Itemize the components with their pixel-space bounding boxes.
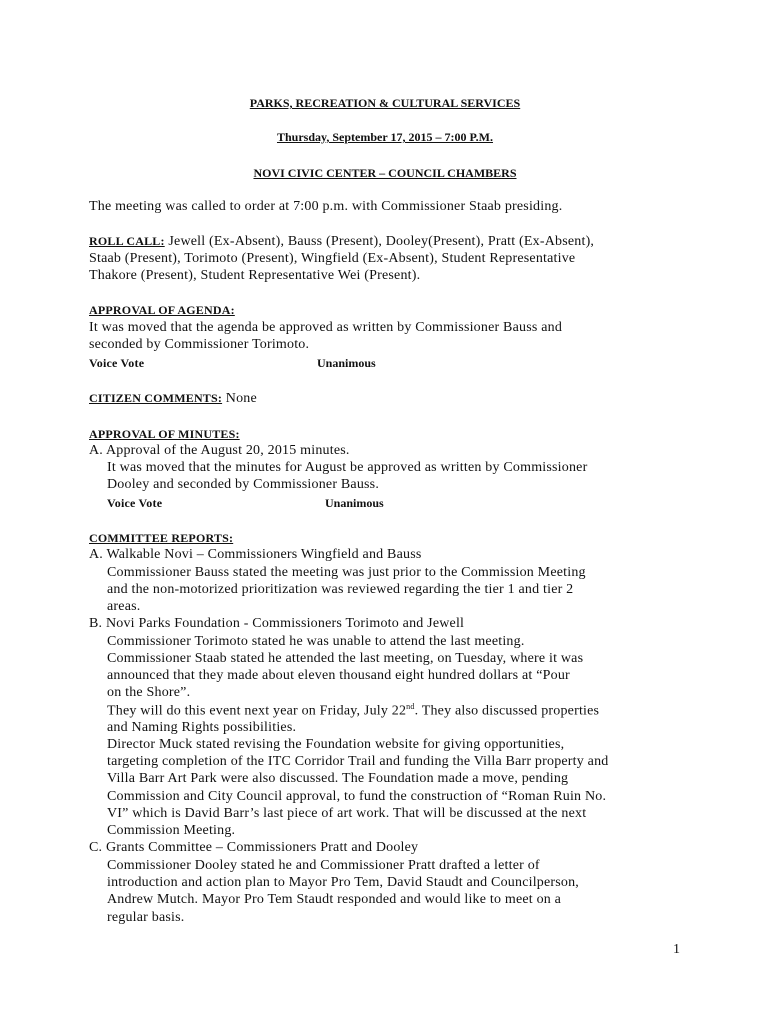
committee-b-line-9: Villa Barr Art Park were also discussed. The Foundation made a move, pending xyxy=(107,771,569,786)
minutes-vote-result: Unanimous xyxy=(325,496,384,510)
committee-c-line-1: Commissioner Dooley stated he and Commissioner Pratt drafted a letter of xyxy=(107,858,540,873)
committee-b-line-12: Commission Meeting. xyxy=(107,823,236,838)
citizen-comments xyxy=(89,391,257,407)
committee-b-line-7: Director Muck stated revising the Foundation website for giving opportunities, xyxy=(107,737,565,752)
committee-c-line-3: Andrew Mutch. Mayor Pro Tem Staudt responded and would like to meet on a xyxy=(107,892,562,907)
committee-b-line-4: on the Shore”. xyxy=(107,685,191,700)
minutes-item-a: A. Approval of the August 20, 2015 minutes. xyxy=(89,443,350,458)
citizen-text: None xyxy=(222,391,257,406)
citizen-heading: CITIZEN COMMENTS: xyxy=(89,391,223,405)
committee-a-line-1: Commissioner Bauss stated the meeting was just prior to the Commission Meeting xyxy=(107,565,586,580)
committee-c-line-2: introduction and action plan to Mayor Pro Tem, David Staudt and Councilperson, xyxy=(107,875,580,890)
agenda-vote-result: Unanimous xyxy=(317,356,376,370)
committee-b-line-11: VI” which is David Barr’s last piece of art work. That will be discussed at the next xyxy=(107,806,587,821)
page-number: 1 xyxy=(673,942,680,957)
committee-b-line-8: targeting completion of the ITC Corridor Trail and funding the Villa Barr property and xyxy=(107,754,609,769)
agenda-line-1: It was moved that the agenda be approved as written by Commissioner Bauss and xyxy=(89,320,563,335)
committee-b-line-10: Commission and City Council approval, to fund the construction of “Roman Ruin No. xyxy=(107,789,607,804)
committee-c-line-4: regular basis. xyxy=(107,910,185,925)
committee-b-line-5-end: . They also discussed properties xyxy=(414,703,600,719)
header-department: PARKS, RECREATION & CULTURAL SERVICES xyxy=(249,96,521,110)
committee-a-line-3: areas. xyxy=(107,599,141,614)
roll-call-line-1 xyxy=(89,234,594,250)
opening-paragraph: The meeting was called to order at 7:00 p.m. with Commissioner Staab presiding. xyxy=(89,199,563,214)
header-location: NOVI CIVIC CENTER – COUNCIL CHAMBERS xyxy=(253,166,517,180)
minutes-line-1: It was moved that the minutes for August be approved as written by Commissioner xyxy=(107,460,588,475)
committee-b-line-1: Commissioner Torimoto stated he was unable to attend the last meeting. xyxy=(107,634,525,649)
roll-call-text-1: Jewell (Ex-Absent), Bauss (Present), Dooley(Present), Pratt (Ex-Absent), xyxy=(164,234,595,249)
minutes-heading: APPROVAL OF MINUTES: xyxy=(89,427,240,441)
committee-b-line-5-start: They will do this event next year on Friday, July 22 xyxy=(107,703,407,719)
committee-a-line-2: and the non-motorized prioritization was reviewed regarding the tier 1 and tier 2 xyxy=(107,582,574,597)
committee-b-line-6: and Naming Rights possibilities. xyxy=(107,720,297,735)
agenda-heading: APPROVAL OF AGENDA: xyxy=(89,303,235,317)
minutes-vote-label: Voice Vote xyxy=(107,496,163,510)
agenda-vote-label: Voice Vote xyxy=(89,356,145,370)
header-date: Thursday, September 17, 2015 – 7:00 P.M. xyxy=(276,130,493,144)
roll-call-line-3: Thakore (Present), Student Representative Wei (Present). xyxy=(89,268,421,283)
agenda-line-2: seconded by Commissioner Torimoto. xyxy=(89,337,310,352)
committee-b-line-3: announced that they made about eleven thousand eight hundred dollars at “Pour xyxy=(107,668,570,683)
committee-b-line-2: Commissioner Staab stated he attended the last meeting, on Tuesday, where it was xyxy=(107,651,584,666)
committee-c-title: C. Grants Committee – Commissioners Pratt and Dooley xyxy=(89,840,419,855)
roll-call-heading: ROLL CALL: xyxy=(89,234,165,248)
roll-call-line-2: Staab (Present), Torimoto (Present), Wingfield (Ex-Absent), Student Representative xyxy=(89,251,576,266)
committee-a-title: A. Walkable Novi – Commissioners Wingfield and Bauss xyxy=(89,547,422,562)
minutes-line-2: Dooley and seconded by Commissioner Bauss. xyxy=(107,477,380,492)
committee-b-line-5 xyxy=(107,702,599,720)
ordinal-suffix: nd xyxy=(406,702,415,711)
committee-heading: COMMITTEE REPORTS: xyxy=(89,531,234,545)
committee-b-title: B. Novi Parks Foundation - Commissioners Torimoto and Jewell xyxy=(89,616,465,631)
